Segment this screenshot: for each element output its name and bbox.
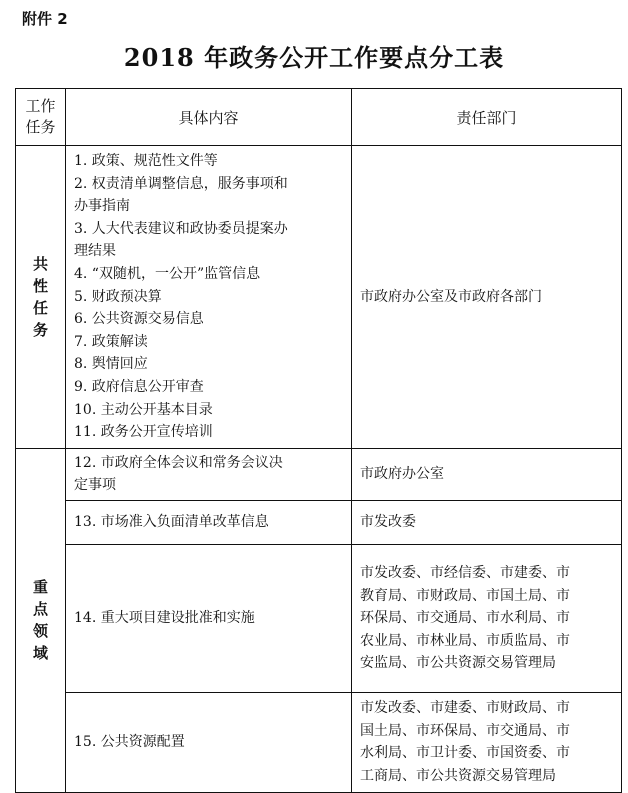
attachment-label: 附件 2 [22, 10, 68, 28]
category-char: 重 [32, 578, 48, 597]
dept-cell [352, 448, 622, 500]
content-line: 6. 公共资源交易信息 [74, 311, 204, 328]
content-line: 办事指南 [74, 198, 130, 215]
content-line: 理结果 [74, 243, 116, 260]
header-dept: 责任部门 [352, 89, 622, 146]
category-char: 共 [32, 254, 48, 273]
content-line: 定事项 [74, 477, 116, 494]
category-char: 点 [32, 600, 48, 619]
dept-cell [352, 500, 622, 544]
dept-line: 市发改委、市经信委、市建委、市 [360, 564, 570, 581]
dept-cell [352, 146, 622, 449]
content-cell [66, 146, 352, 449]
content-line: 4. “双随机，一公开”监管信息 [74, 265, 261, 282]
dept-line: 国土局、市环保局、市交通局、市 [360, 722, 570, 739]
dept-line: 市政府办公室及市政府各部门 [360, 288, 542, 305]
category-char: 务 [32, 320, 48, 339]
content-line: 7. 政策解读 [74, 333, 148, 350]
dept-line: 教育局、市财政局、市国土局、市 [360, 587, 570, 604]
dept-line: 市发改委 [360, 514, 416, 531]
table-row [16, 692, 622, 792]
category-common-tasks [16, 146, 66, 449]
dept-cell [352, 544, 622, 692]
content-line: 13. 市场准入负面清单改革信息 [74, 514, 269, 531]
content-line: 8. 舆情回应 [74, 356, 148, 373]
content-cell [66, 692, 352, 792]
content-line: 2. 权责清单调整信息，服务事项和 [74, 175, 288, 192]
content-line: 15. 公共资源配置 [74, 734, 185, 751]
content-line: 11. 政务公开宣传培训 [74, 424, 213, 441]
division-table [15, 88, 622, 793]
content-line: 1. 政策、规范性文件等 [74, 153, 218, 169]
content-cell [66, 448, 352, 500]
table-row [16, 448, 622, 500]
category-char: 域 [32, 644, 48, 663]
content-cell [66, 544, 352, 692]
category-char: 性 [32, 276, 48, 295]
header-task [16, 89, 66, 146]
category-char: 任 [32, 298, 48, 317]
content-line: 12. 市政府全体会议和常务会议决 [74, 454, 283, 471]
dept-line: 农业局、市林业局、市质监局、市 [360, 632, 570, 649]
dept-line: 工商局、市公共资源交易管理局 [360, 768, 556, 784]
dept-line: 安监局、市公共资源交易管理局 [360, 655, 556, 672]
content-line: 3. 人大代表建议和政协委员提案办 [74, 220, 288, 237]
header-row [16, 89, 622, 146]
dept-line: 市发改委、市建委、市财政局、市 [360, 700, 570, 717]
dept-line: 环保局、市交通局、市水利局、市 [360, 610, 570, 627]
category-key-areas [16, 448, 66, 792]
table-row [16, 544, 622, 692]
category-char: 领 [32, 622, 48, 641]
content-line: 5. 财政预决算 [74, 288, 162, 305]
content-line: 9. 政府信息公开审查 [74, 378, 204, 395]
content-line: 10. 主动公开基本目录 [74, 401, 213, 418]
document-title: 2018 年政务公开工作要点分工表 [123, 43, 505, 72]
content-line: 14. 重大项目建设批准和实施 [74, 610, 255, 627]
table-row [16, 500, 622, 544]
header-content: 具体内容 [66, 89, 352, 146]
header-task-line: 工作 [25, 97, 56, 115]
dept-line: 水利局、市卫计委、市国资委、市 [360, 745, 570, 762]
dept-line: 市政府办公室 [360, 466, 444, 483]
table-row [16, 146, 622, 449]
dept-cell [352, 692, 622, 792]
header-task-line: 任务 [25, 118, 56, 136]
content-cell [66, 500, 352, 544]
